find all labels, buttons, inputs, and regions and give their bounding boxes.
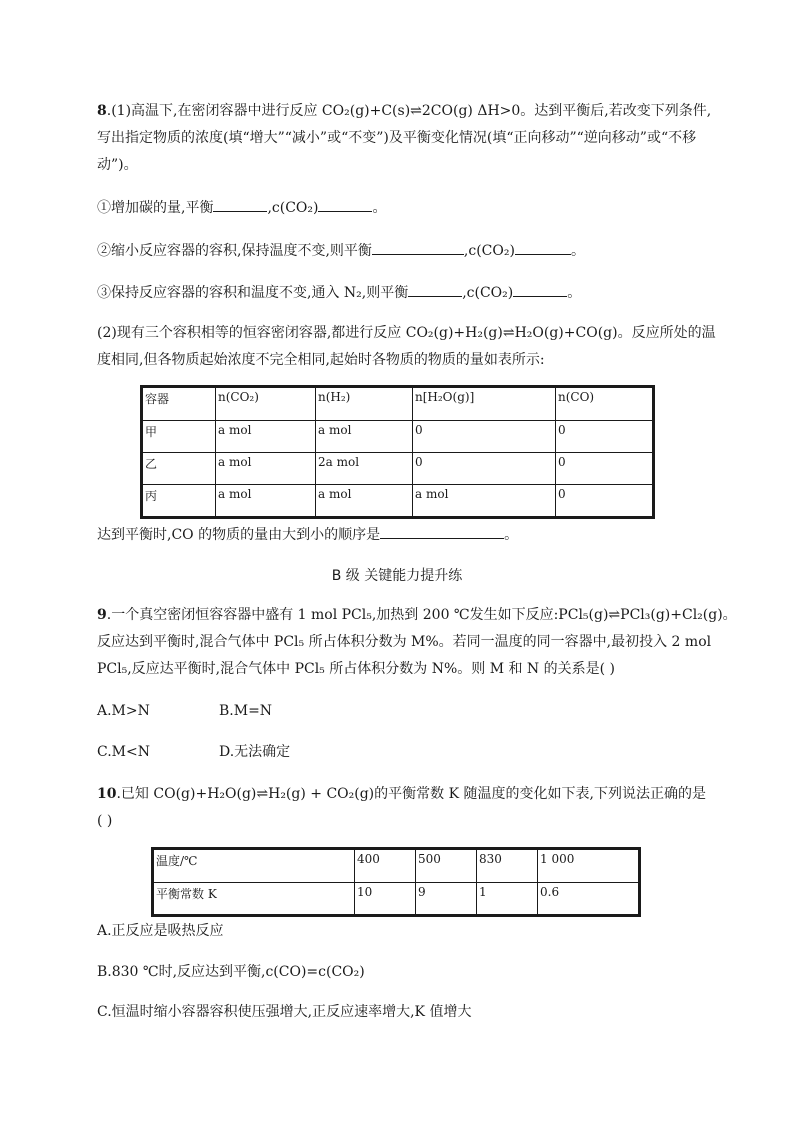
q8-line3: 动”)。 [97,157,138,173]
table-cell: 丙 [142,485,216,518]
section-b-title: B 级 关键能力提升练 [331,568,463,584]
q8-part2-line1: (2)现有三个容积相等的恒容密闭容器,都进行反应 CO₂(g)+H₂(g)⇌H₂O(g)+CO(g)。反应所处的温 [97,325,716,341]
q8-item2-blank1[interactable] [372,240,464,255]
table-cell: a mol [316,421,413,453]
q8-item1-blank1[interactable] [213,197,267,212]
q8-number: 8 [97,103,107,119]
table-cell: 平衡常数 K [153,883,355,916]
table-cell: a mol [216,421,316,453]
q8-line2: 写出指定物质的浓度(填“增大”“减小”或“不变”)及平衡变化情况(填“正向移动”“逆向移动”或“不移 [97,130,697,146]
table-cell: 400 [355,849,416,883]
q10-option-a[interactable]: A.正反应是吸热反应 [97,923,224,939]
q10-option-b[interactable]: B.830 ℃时,反应达到平衡,c(CO)=c(CO₂) [97,964,365,980]
table-cell: 830 [477,849,538,883]
q8-item1-end: 。 [372,200,387,216]
q8-item2-blank2[interactable] [515,240,571,255]
q8-text-1: .(1)高温下,在密闭容器中进行反应 CO₂(g)+C(s)⇌2CO(g) ΔH>0。达到平衡后,若改变下列条件, [106,103,712,119]
q8-item1-blank2[interactable] [318,197,372,212]
table-cell: 10 [355,883,416,916]
q9-option-b[interactable]: B.M=N [219,703,273,719]
q9-line2: 反应达到平衡时,混合气体中 PCl₅ 所占体积分数为 M%。若同一温度的同一容器中,最初投入 2 mol [97,634,712,650]
q9-line3: PCl₅,反应达平衡时,混合气体中 PCl₅ 所占体积分数为 N%。则 M 和 N 的关系是( ) [97,661,616,677]
q8-after-table-end: 。 [504,527,519,543]
q8-after-table-text: 达到平衡时,CO 的物质的量由大到小的顺序是 [97,527,381,543]
table-cell: n(CO) [556,387,654,421]
table-row [153,849,640,883]
table-cell: 1 [477,883,538,916]
q8-item3-text2: ,c(CO₂) [462,285,514,301]
table-cell: 0 [413,453,556,485]
q8-item3-blank2[interactable] [513,282,567,297]
table-cell: n[H₂O(g)] [413,387,556,421]
table-cell: 容器 [142,387,216,421]
q8-item3-end: 。 [567,285,582,301]
table-cell: 0.6 [538,883,640,916]
table-row [142,421,654,453]
table-cell: n(CO₂) [216,387,316,421]
q8-item2-end: 。 [570,243,585,259]
table-row [142,485,654,518]
q10-number: 10 [97,786,117,802]
q9-number: 9 [97,607,107,623]
table-cell: a mol [216,485,316,518]
table-cell: 乙 [142,453,216,485]
table-cell: 0 [556,453,654,485]
table-cell: a mol [413,485,556,518]
table-row [153,883,640,916]
table-cell: 2a mol [316,453,413,485]
q9-line1 [97,605,737,625]
table-row [142,453,654,485]
table-cell: 9 [416,883,477,916]
q8-table [140,385,655,519]
table-header-row [142,387,654,421]
q8-item1-text: ①增加碳的量,平衡 [97,200,214,216]
q8-item2-text2: ,c(CO₂) [463,243,515,259]
q10-line1 [97,784,706,804]
q8-item3-blank1[interactable] [408,282,462,297]
q8-item2 [97,240,585,261]
q9-text-1: .一个真空密闭恒容容器中盛有 1 mol PCl₅,加热到 200 ℃发生如下反应:PCl₅(g)⇌PCl₃(g)+Cl₂(g)。 [106,607,737,623]
table-cell: 0 [556,485,654,518]
q8-line1 [97,101,711,121]
q8-item3-text: ③保持反应容器的容积和温度不变,通入 N₂,则平衡 [97,285,409,301]
q9-option-d[interactable]: D.无法确定 [219,744,291,760]
q8-item1-text2: ,c(CO₂) [267,200,319,216]
q9-option-a[interactable]: A.M>N [97,703,150,719]
table-cell: a mol [216,453,316,485]
q10-table [151,847,641,917]
q8-item3 [97,282,581,303]
table-cell: 500 [416,849,477,883]
table-cell: 0 [556,421,654,453]
table-cell: a mol [316,485,413,518]
q10-text-1: .已知 CO(g)+H₂O(g)⇌H₂(g) + CO₂(g)的平衡常数 K 随温度的变化如下表,下列说法正确的是 [116,786,706,802]
q10-line2: ( ) [97,813,113,829]
table-cell: 甲 [142,421,216,453]
table-cell: 1 000 [538,849,640,883]
table-cell: n(H₂) [316,387,413,421]
q8-item2-text: ②缩小反应容器的容积,保持温度不变,则平衡 [97,243,372,259]
q8-order-blank[interactable] [380,524,504,539]
table-cell: 温度/℃ [153,849,355,883]
table-cell: 0 [413,421,556,453]
q10-option-c[interactable]: C.恒温时缩小容器容积使压强增大,正反应速率增大,K 值增大 [97,1004,472,1020]
q8-after-table [97,524,518,545]
q9-option-c[interactable]: C.M<N [97,744,150,760]
q8-item1 [97,197,386,218]
q8-part2-line2: 度相同,但各物质起始浓度不完全相同,起始时各物质的物质的量如表所示: [97,352,545,368]
